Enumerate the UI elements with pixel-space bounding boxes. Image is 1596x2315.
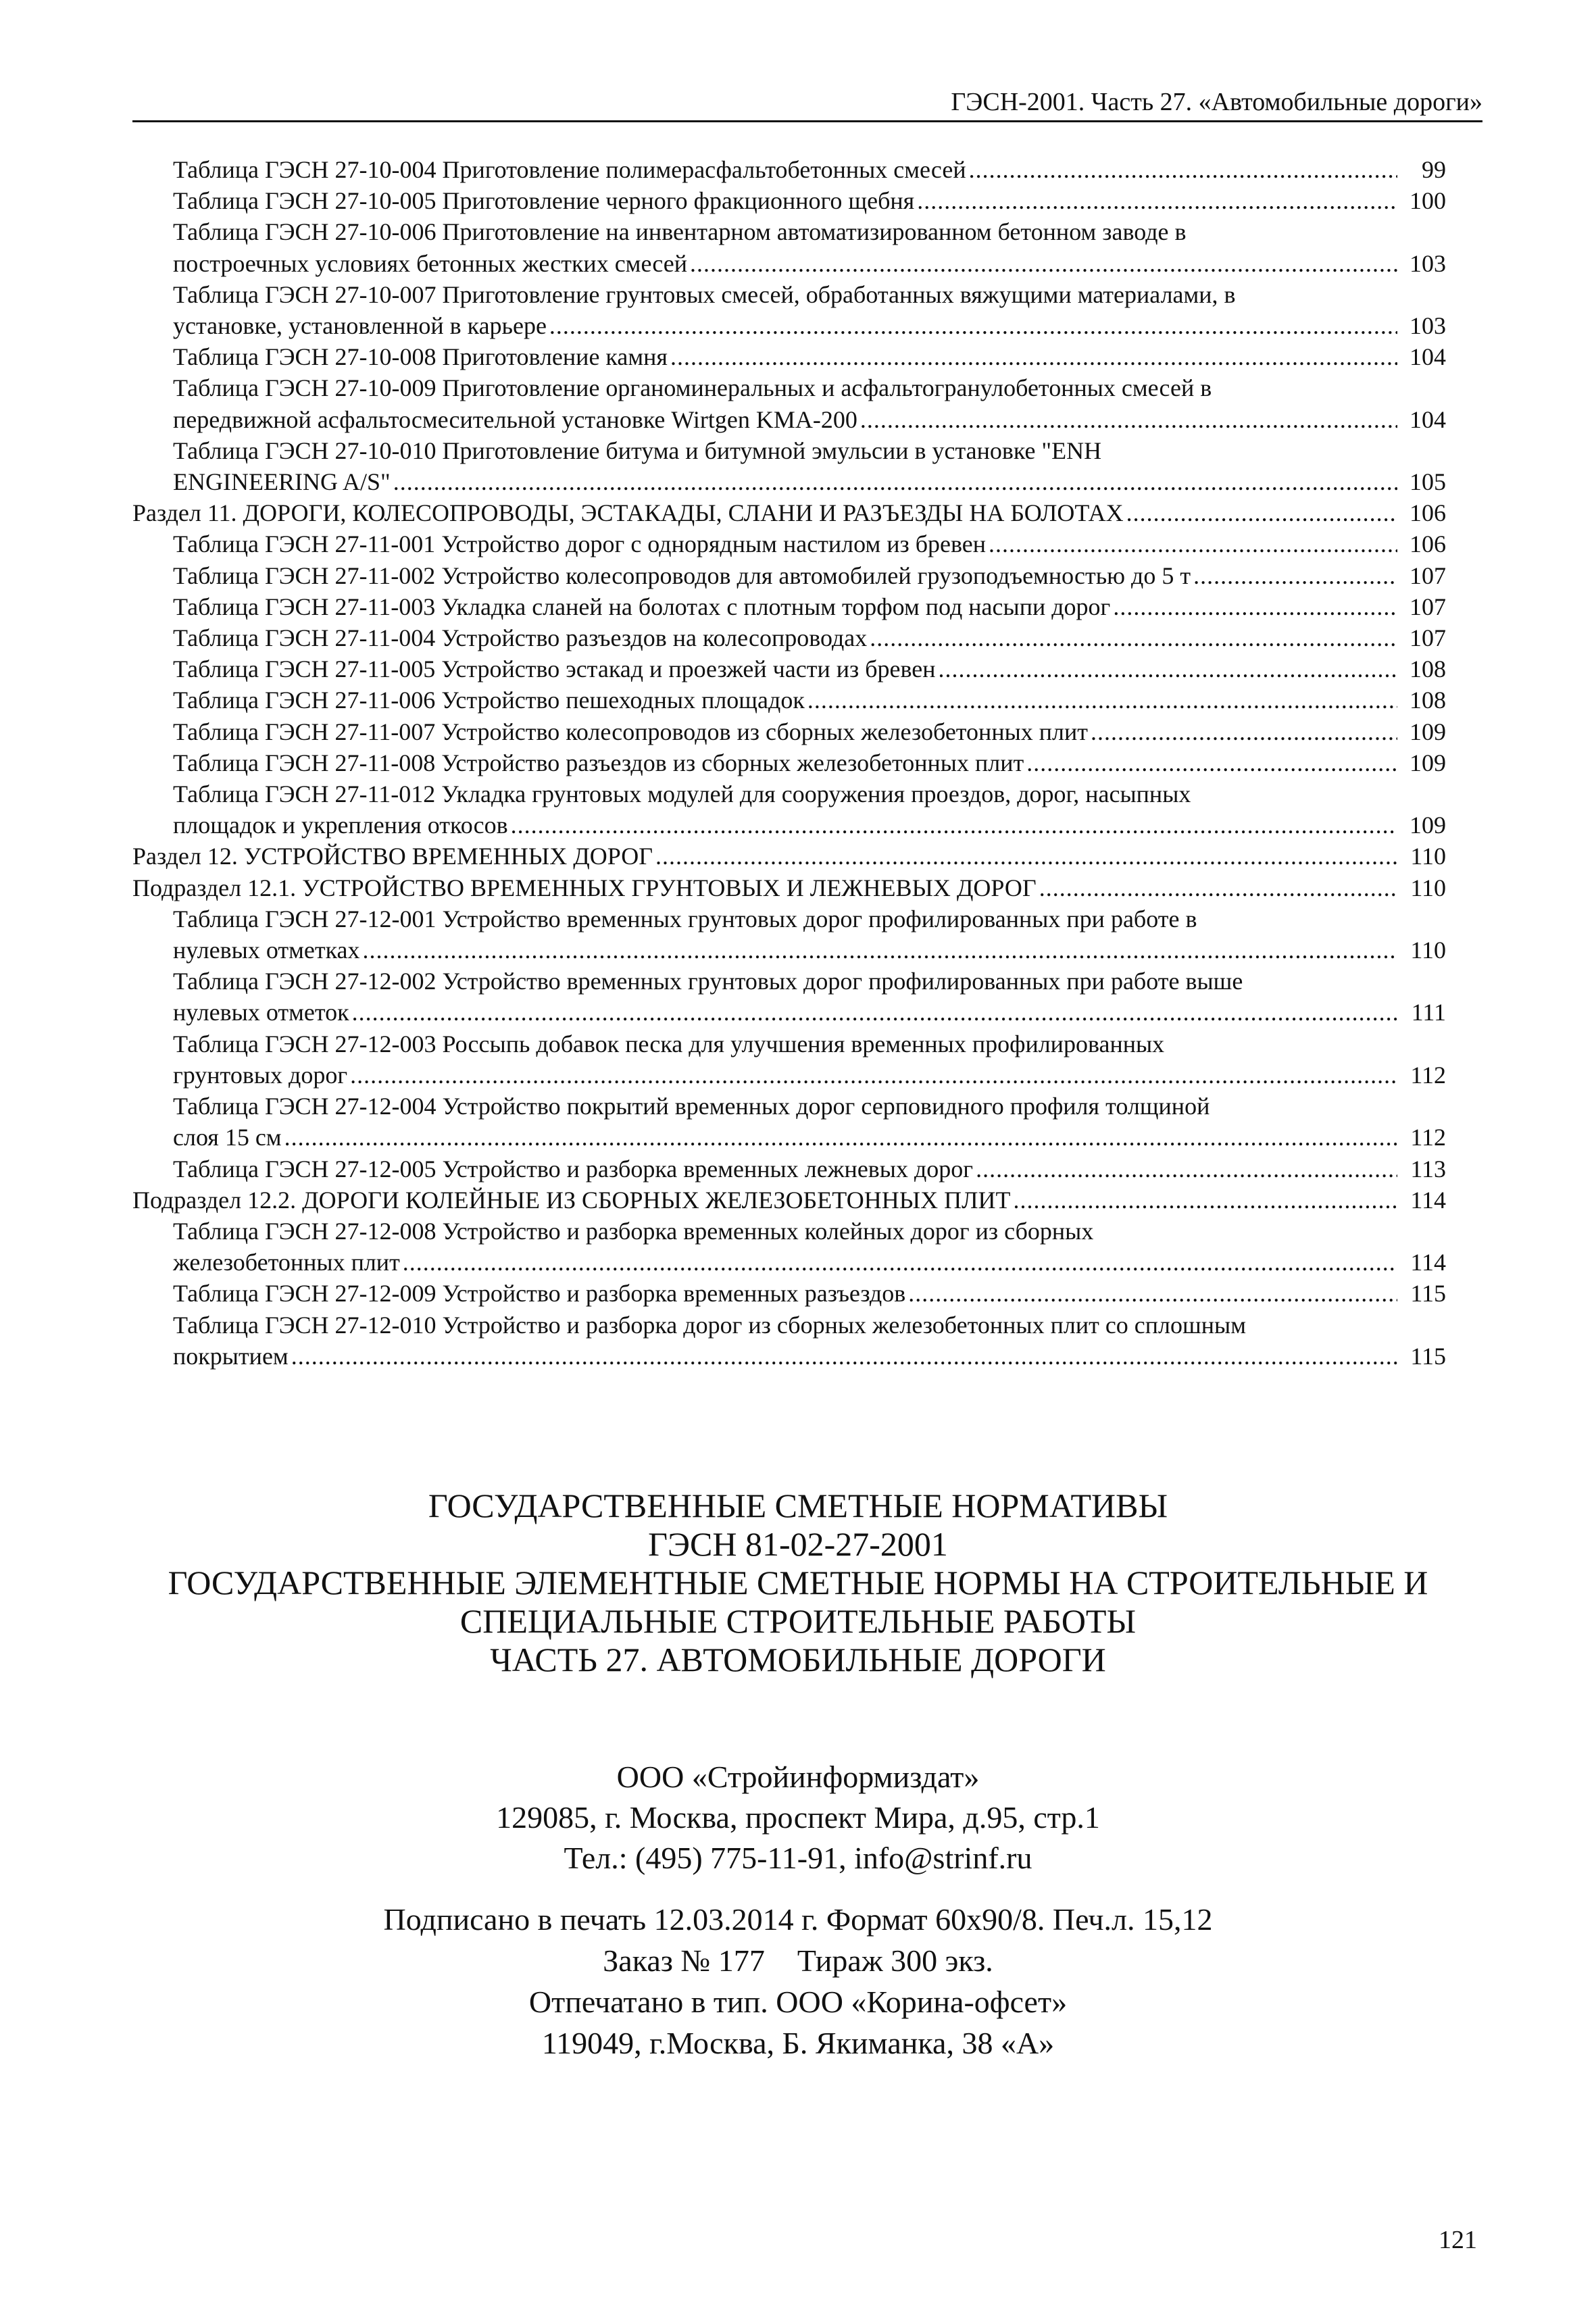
toc-entry-line (173, 528, 1446, 559)
toc-entry-line (173, 248, 1446, 279)
toc-entry-line (173, 404, 1446, 435)
page-number: 121 (1439, 2226, 1477, 2254)
dot-leader (670, 341, 1397, 372)
toc-entry-page: 109 (1410, 718, 1446, 745)
title-block (132, 1487, 1464, 1679)
dot-leader (1113, 591, 1397, 622)
toc-entry-title: Таблица ГЭСН 27-10-008 Приготовление камня (173, 343, 668, 371)
toc-entry (132, 185, 1446, 216)
toc-entry-page: 108 (1410, 655, 1446, 683)
dot-leader (352, 997, 1397, 1028)
imprint-order-run (132, 1940, 1464, 1981)
toc-entry-title: Таблица ГЭСН 27-11-003 Укладка сланей на болотах с плотным торфом под насыпи дорог (173, 593, 1111, 620)
toc-entry-page: 110 (1410, 937, 1446, 964)
toc-entry-title: Таблица ГЭСН 27-11-007 Устройство колесопроводов из сборных железобетонных плит (173, 718, 1089, 745)
toc-entry (132, 684, 1446, 716)
toc-entry (132, 903, 1446, 966)
toc-entry-title: Раздел 11. ДОРОГИ, КОЛЕСОПРОВОДЫ, ЭСТАКАДЫ, СЛАНИ И РАЗЪЕЗДЫ НА БОЛОТАХ (132, 499, 1124, 527)
publisher-name: ООО «Стройинформиздат» (616, 1760, 980, 1794)
dot-leader (1126, 497, 1397, 528)
toc-entry (132, 591, 1446, 622)
toc-entry-title: Таблица ГЭСН 27-12-009 Устройство и разборка временных разъездов (173, 1280, 906, 1308)
running-header (132, 86, 1482, 122)
toc-entry-page: 99 (1422, 156, 1446, 183)
dot-leader (870, 622, 1397, 653)
toc-entry-page: 105 (1410, 468, 1446, 496)
toc-entry-first-line: Таблица ГЭСН 27-12-008 Устройство и разборка временных колейных дорог из сборных (173, 1217, 1094, 1245)
toc-entry-first-line: Таблица ГЭСН 27-10-007 Приготовление грунтовых смесей, обработанных вяжущими материалами, в (173, 280, 1236, 308)
toc-entry-line (173, 1122, 1446, 1153)
toc-entry-title: Таблица ГЭСН 27-11-002 Устройство колесопроводов для автомобилей грузоподъемностью до 5 т (173, 562, 1191, 589)
toc-entry-line (173, 747, 1446, 778)
toc-entry-page: 109 (1410, 749, 1446, 776)
toc-entry-line (173, 622, 1446, 653)
dot-leader (1193, 560, 1397, 591)
dot-leader (363, 935, 1398, 966)
dot-leader (291, 1341, 1397, 1372)
dot-leader (908, 1278, 1397, 1309)
toc-entry (132, 1153, 1446, 1185)
toc-entry-title: передвижной асфальтосмесительной установке Wirtgen KMA-200 (173, 405, 857, 433)
toc-entry-first-line: Таблица ГЭСН 27-11-012 Укладка грунтовых модулей для сооружения проездов, дорог, насыпных (173, 780, 1191, 808)
dot-leader (807, 684, 1397, 716)
toc-entry-line (173, 1278, 1446, 1309)
title-line-3: ГОСУДАРСТВЕННЫЕ ЭЛЕМЕНТНЫЕ СМЕТНЫЕ НОРМЫ НА СТРОИТЕЛЬНЫЕ И (168, 1564, 1428, 1601)
running-title: ГЭСН-2001. Часть 27. «Автомобильные дороги» (951, 88, 1482, 116)
toc-entry-title: Таблица ГЭСН 27-11-004 Устройство разъездов на колесопроводах (173, 624, 868, 652)
toc-entry-page: 113 (1410, 1155, 1446, 1183)
toc-entry-line (173, 154, 1446, 185)
toc-entry (132, 497, 1446, 528)
imprint-order: Заказ № 177 (603, 1943, 765, 1978)
toc-entry (132, 622, 1446, 653)
toc-entry-page: 114 (1410, 1249, 1446, 1276)
toc-entry-line (132, 497, 1446, 528)
dot-leader (917, 185, 1397, 216)
toc-entry (132, 279, 1446, 341)
toc-entry-title: нулевых отметках (173, 937, 360, 964)
toc-entry (132, 653, 1446, 684)
toc-entry (132, 216, 1446, 278)
toc-entry-page: 100 (1410, 187, 1446, 215)
toc-entry-line (132, 872, 1446, 903)
toc-entry-page: 112 (1410, 1124, 1446, 1151)
toc-entry (132, 154, 1446, 185)
toc-entry-page: 115 (1410, 1342, 1446, 1370)
toc-entry-title: Раздел 12. УСТРОЙСТВО ВРЕМЕННЫХ ДОРОГ (132, 843, 653, 870)
toc-entry-line (173, 1060, 1446, 1091)
toc-entry-title: Таблица ГЭСН 27-10-005 Приготовление черного фракционного щебня (173, 187, 915, 215)
toc-entry-title: нулевых отметок (173, 999, 349, 1026)
toc-entry-line (173, 810, 1446, 841)
toc-entry (132, 1028, 1446, 1091)
toc-entry-title: установке, установленной в карьере (173, 312, 547, 340)
dot-leader (284, 1122, 1397, 1153)
toc-entry-line (173, 935, 1446, 966)
toc-entry-line (173, 684, 1446, 716)
toc-entry-title: Таблица ГЭСН 27-11-001 Устройство дорог с однорядным настилом из бревен (173, 530, 987, 558)
imprint-signed: Подписано в печать 12.03.2014 г. Формат 60х90/8. Печ.л. 15,12 (383, 1902, 1213, 1937)
toc-entry-page: 108 (1410, 687, 1446, 714)
toc-entry (132, 435, 1446, 497)
toc-entry-line (132, 841, 1446, 872)
toc-entry-title: Таблица ГЭСН 27-11-006 Устройство пешеходных площадок (173, 687, 805, 714)
title-line-2: ГЭСН 81-02-27-2001 (648, 1525, 948, 1563)
toc-entry-page: 111 (1411, 999, 1446, 1026)
toc-entry-title: Таблица ГЭСН 27-11-008 Устройство разъездов из сборных железобетонных плит (173, 749, 1024, 776)
toc-entry (132, 1310, 1446, 1372)
toc-entry-line (173, 1247, 1446, 1278)
toc-entry-page: 107 (1410, 593, 1446, 620)
toc-entry (132, 872, 1446, 903)
toc-entry (132, 1185, 1446, 1216)
toc-entry-first-line: Таблица ГЭСН 27-12-001 Устройство временных грунтовых дорог профилированных при работе в (173, 905, 1197, 932)
toc-entry-title: покрытием (173, 1342, 289, 1370)
toc-entry-title: Подраздел 12.1. УСТРОЙСТВО ВРЕМЕННЫХ ГРУНТОВЫХ И ЛЕЖНЕВЫХ ДОРОГ (132, 874, 1037, 901)
publisher-contacts: Тел.: (495) 775-11-91, info@strinf.ru (564, 1841, 1032, 1875)
toc-entry (132, 747, 1446, 778)
toc-entry-title: Таблица ГЭСН 27-11-005 Устройство эстакад и проезжей части из бревен (173, 655, 936, 683)
toc-entry-page: 103 (1410, 249, 1446, 277)
toc-entry-first-line: Таблица ГЭСН 27-12-003 Россыпь добавок песка для улучшения временных профилированных (173, 1030, 1165, 1057)
title-line-5: ЧАСТЬ 27. АВТОМОБИЛЬНЫЕ ДОРОГИ (490, 1641, 1106, 1678)
dot-leader (1091, 716, 1397, 747)
toc-entry (132, 966, 1446, 1028)
toc-entry (132, 841, 1446, 872)
toc-entry (132, 372, 1446, 434)
toc-entry (132, 560, 1446, 591)
toc-entry (132, 1278, 1446, 1309)
toc-entry-title: Подраздел 12.2. ДОРОГИ КОЛЕЙНЫЕ ИЗ СБОРНЫХ ЖЕЛЕЗОБЕТОННЫХ ПЛИТ (132, 1186, 1011, 1214)
toc-entry-title: Таблица ГЭСН 27-10-004 Приготовление полимерасфальтобетонных смесей (173, 156, 966, 183)
toc-entry-page: 109 (1410, 812, 1446, 839)
toc-entry-first-line: Таблица ГЭСН 27-12-004 Устройство покрытий временных дорог серповидного профиля толщиной (173, 1093, 1210, 1120)
toc-entry-line (173, 466, 1446, 497)
imprint-printed-at: Отпечатано в тип. ООО «Корина-офсет» (528, 1985, 1068, 2019)
dot-leader (511, 810, 1397, 841)
publisher-block (132, 1757, 1464, 1878)
toc-entry-page: 114 (1410, 1186, 1446, 1214)
toc-entry-title: площадок и укрепления откосов (173, 812, 508, 839)
toc-entry (132, 341, 1446, 372)
toc-entry-title: слоя 15 см (173, 1124, 282, 1151)
toc-entry (132, 1216, 1446, 1278)
toc-entry-page: 110 (1410, 843, 1446, 870)
toc-entry-line (173, 1341, 1446, 1372)
dot-leader (969, 154, 1397, 185)
toc-entry-page: 106 (1410, 499, 1446, 527)
title-line-4: СПЕЦИАЛЬНЫЕ СТРОИТЕЛЬНЫЕ РАБОТЫ (459, 1602, 1137, 1640)
dot-leader (860, 404, 1397, 435)
toc-entry-line (173, 560, 1446, 591)
toc-entry-first-line: Таблица ГЭСН 27-12-002 Устройство временных грунтовых дорог профилированных при работе выше (173, 968, 1243, 995)
toc-entry-title: Таблица ГЭСН 27-12-005 Устройство и разборка временных лежневых дорог (173, 1155, 974, 1183)
toc-entry (132, 528, 1446, 559)
dot-leader (690, 248, 1397, 279)
dot-leader (939, 653, 1397, 684)
toc-entry-title: грунтовых дорог (173, 1061, 348, 1089)
dot-leader (549, 310, 1397, 341)
toc-entry-line (173, 653, 1446, 684)
toc-entry-title: построечных условиях бетонных жестких смесей (173, 249, 687, 277)
dot-leader (976, 1153, 1397, 1185)
dot-leader (989, 528, 1397, 559)
toc-entry-line (173, 1153, 1446, 1185)
dot-leader (403, 1247, 1397, 1278)
toc-entry-page: 106 (1410, 530, 1446, 558)
imprint-printer-address: 119049, г.Москва, Б. Якиманка, 38 «А» (541, 2026, 1055, 2060)
toc-entry-title: ENGINEERING A/S" (173, 468, 391, 496)
toc-entry-first-line: Таблица ГЭСН 27-10-010 Приготовление битума и битумной эмульсии в установке "ENH (173, 437, 1102, 464)
dot-leader (1014, 1185, 1397, 1216)
toc-entry-first-line: Таблица ГЭСН 27-10-006 Приготовление на инвентарном автоматизированном бетонном заводе в (173, 218, 1187, 246)
toc-entry-page: 107 (1410, 624, 1446, 652)
imprint-block (132, 1899, 1464, 2064)
toc-entry-page: 103 (1410, 312, 1446, 340)
toc-entry-page: 107 (1410, 562, 1446, 589)
toc-entry-line (173, 310, 1446, 341)
toc-entry-title: железобетонных плит (173, 1249, 400, 1276)
dot-leader (1039, 872, 1397, 903)
toc-entry-line (173, 997, 1446, 1028)
toc-entry-line (173, 341, 1446, 372)
dot-leader (350, 1060, 1397, 1091)
toc-entry (132, 778, 1446, 841)
toc-entry-line (173, 591, 1446, 622)
toc-entry-page: 115 (1410, 1280, 1446, 1308)
toc-entry-first-line: Таблица ГЭСН 27-12-010 Устройство и разборка дорог из сборных железобетонных плит со сплошным (173, 1311, 1246, 1339)
toc-entry-page: 104 (1410, 405, 1446, 433)
toc-entry-line (173, 716, 1446, 747)
toc-entry (132, 1091, 1446, 1153)
toc-entry-line (173, 185, 1446, 216)
dot-leader (393, 466, 1397, 497)
table-of-contents (132, 154, 1446, 1372)
toc-entry-page: 104 (1410, 343, 1446, 371)
dot-leader (655, 841, 1397, 872)
title-line-1: ГОСУДАРСТВЕННЫЕ СМЕТНЫЕ НОРМАТИВЫ (428, 1487, 1168, 1524)
toc-entry-page: 110 (1410, 874, 1446, 901)
toc-entry-line (132, 1185, 1446, 1216)
dot-leader (1026, 747, 1397, 778)
toc-entry-first-line: Таблица ГЭСН 27-10-009 Приготовление органоминеральных и асфальтогранулобетонных смесей в (173, 374, 1212, 402)
publisher-address: 129085, г. Москва, проспект Мира, д.95, стр.1 (496, 1800, 1100, 1835)
toc-entry-page: 112 (1410, 1061, 1446, 1089)
imprint-run: Тираж 300 экз. (797, 1943, 993, 1978)
toc-entry (132, 716, 1446, 747)
